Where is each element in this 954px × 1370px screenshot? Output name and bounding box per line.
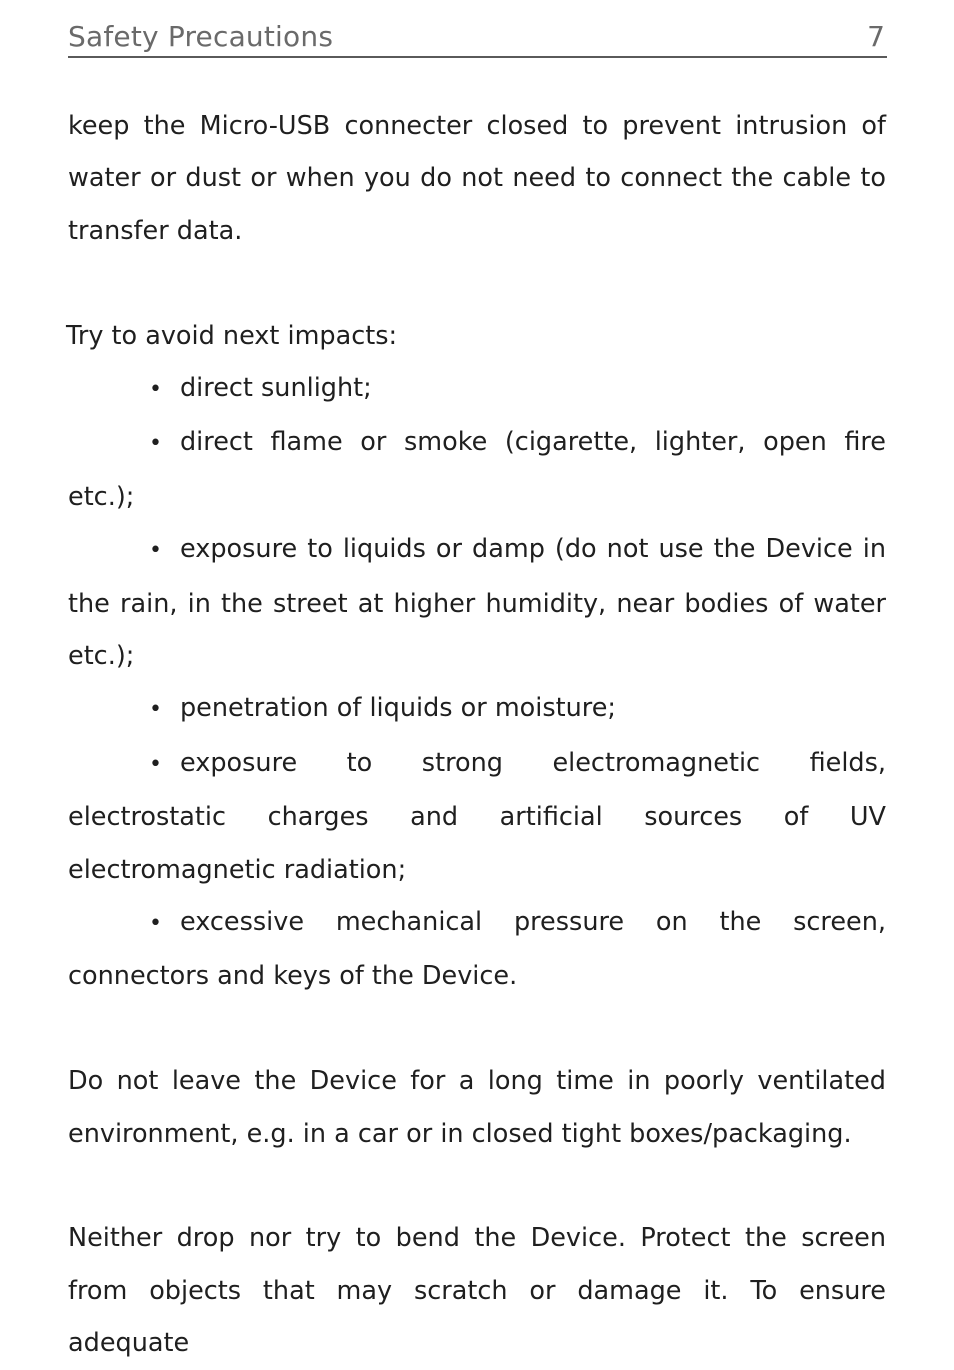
paragraph-usb-connector: keep the Micro-USB connecter closed to prevent intrusion of water or dust or when you do not need to connect the cable to transfer data. (68, 111, 886, 246)
impacts-list (68, 362, 886, 1003)
paragraph-drop-bend: Neither drop nor try to bend the Device. Protect the screen from objects that may scratch or damage it. To ensure adequate (68, 1223, 886, 1359)
list-item (68, 682, 886, 736)
page-body (68, 100, 886, 1370)
list-item-text: direct sunlight; (180, 373, 372, 404)
bullet-icon: • (149, 697, 162, 723)
list-item (68, 523, 886, 682)
list-item-text: excessive mechanical pressure on the screen, connectors and keys of the Device. (68, 907, 886, 992)
bullet-icon: • (149, 431, 162, 457)
bullet-icon: • (149, 751, 162, 777)
list-item (68, 737, 886, 896)
list-intro: Try to avoid next impacts: (66, 320, 398, 351)
list-item-text: direct flame or smoke (cigarette, lighter, open fire etc.); (68, 427, 886, 512)
page-number: 7 (867, 20, 885, 53)
section-title: Safety Precautions (68, 20, 334, 53)
list-item-text: exposure to liquids or damp (do not use the Device in the rain, in the street at higher humidity, near bodies of water etc.); (68, 534, 886, 672)
bullet-icon: • (149, 377, 162, 403)
paragraph-ventilation: Do not leave the Device for a long time in poorly ventilated environment, e.g. in a car or in closed tight boxes/packaging. (68, 1066, 886, 1149)
page-header (68, 18, 887, 58)
bullet-icon: • (149, 538, 162, 564)
list-item (68, 416, 886, 523)
list-item-text: exposure to strong electromagnetic fields, electrostatic charges and artificial sources of UV electromagnetic radiation; (68, 747, 886, 885)
list-item (68, 896, 886, 1003)
list-item-text: penetration of liquids or moisture; (180, 693, 617, 724)
list-item (68, 362, 886, 416)
bullet-icon: • (149, 911, 162, 937)
